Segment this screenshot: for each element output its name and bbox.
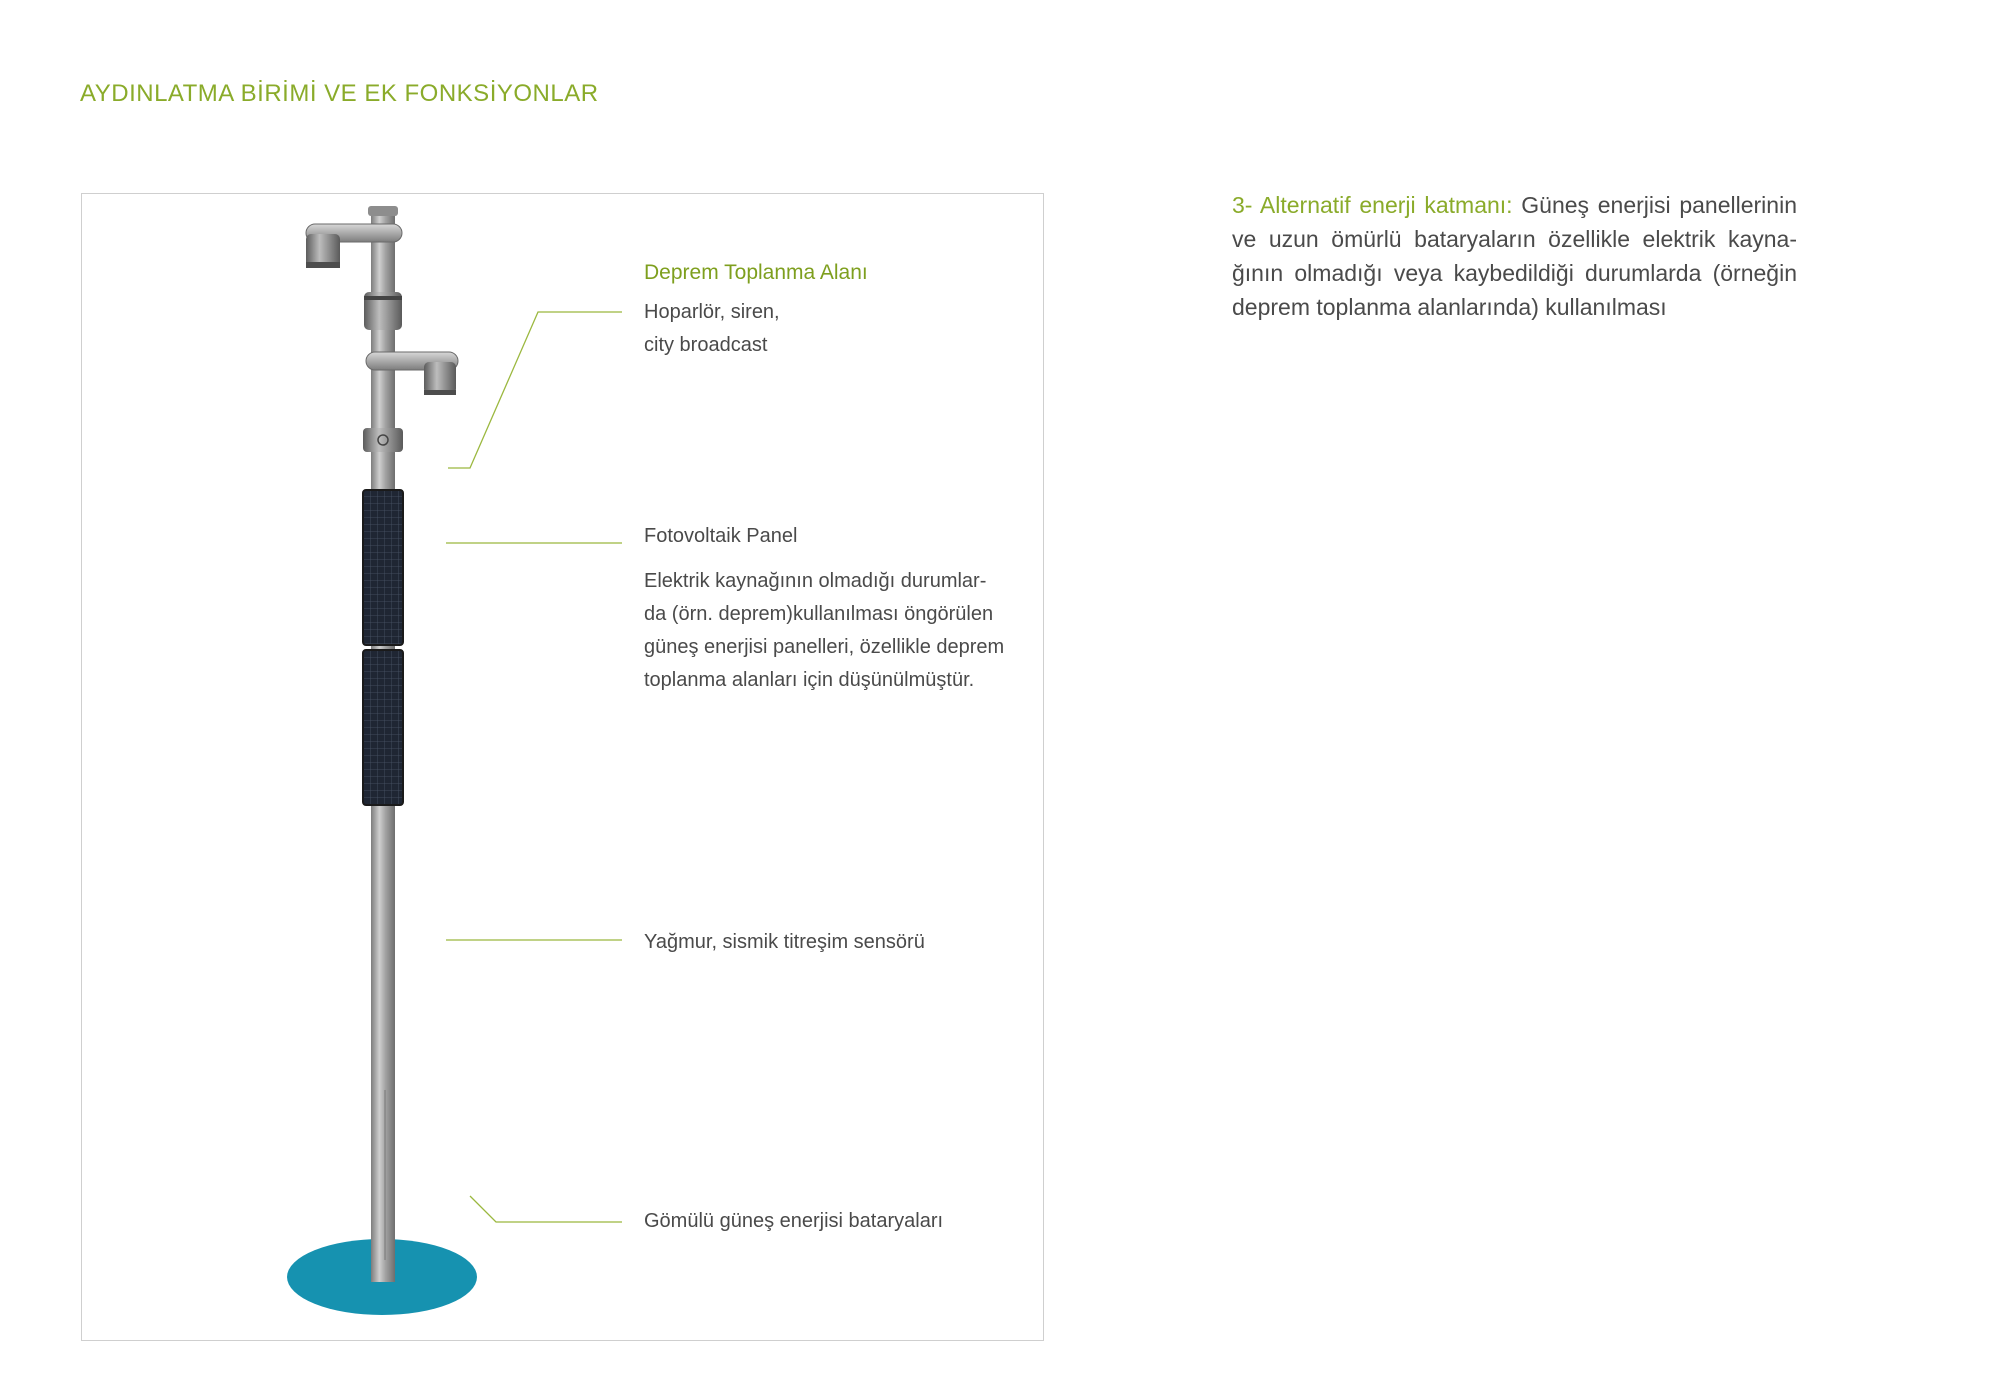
description-body: Güneş enerjisi panellerinin ve uzun ömürlü bataryaların özellikle elektrik kayna-ğının olmadığı veya kaybedildiği durumlarda (örneğin deprem toplanma alanlarında) kullanılması [1232, 192, 1797, 320]
siren-collar [363, 428, 403, 452]
label-panel-desc-4: toplanma alanları için düşünülmüştür. [644, 669, 975, 691]
label-panel-desc-1: Elektrik kaynağının olmadığı durumlar- [644, 570, 987, 592]
label-panel-desc-2: da (örn. deprem)kullanılması öngörülen [644, 603, 994, 625]
label-sensor: Yağmur, sismik titreşim sensörü [644, 931, 925, 953]
page-title: AYDINLATMA BİRİMİ VE EK FONKSİYONLAR [80, 80, 599, 107]
label-hoparlor-line1: Hoparlör, siren, [644, 301, 780, 323]
leader-line-speaker [448, 312, 622, 468]
label-panel-desc-3: güneş enerjisi panelleri, özellikle deprem [644, 636, 1005, 658]
description-paragraph [1232, 188, 1797, 324]
label-battery: Gömülü güneş enerjisi bataryaları [644, 1210, 944, 1232]
solar-panel-lower [363, 650, 403, 805]
description-heading: 3- Alternatif enerji katmanı: [1232, 192, 1513, 218]
lower-lamp-head [424, 362, 456, 394]
leader-line-battery [470, 1196, 622, 1222]
label-hoparlor-line2: city broadcast [644, 334, 768, 356]
label-deprem-title: Deprem Toplanma Alanı [644, 261, 868, 284]
label-panel-title: Fotovoltaik Panel [644, 525, 798, 547]
solar-panel-upper [363, 490, 403, 645]
